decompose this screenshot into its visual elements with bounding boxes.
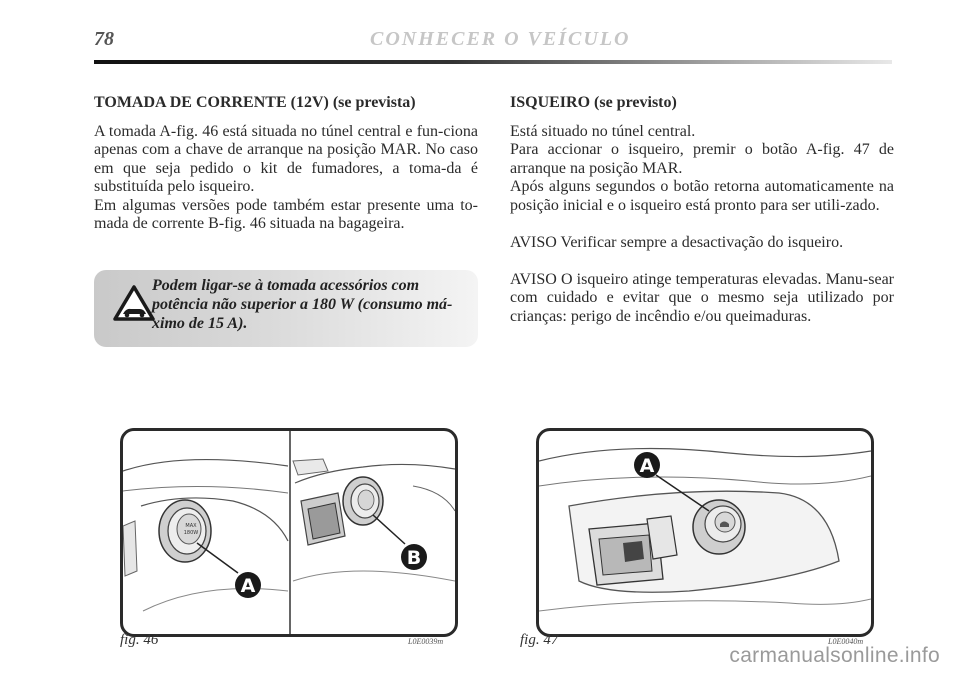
socket-watt-text: 180W <box>183 530 199 536</box>
figure-47-code: L0E0040m <box>828 637 864 646</box>
figure-47-caption: fig. 47 <box>520 632 559 648</box>
section-title: CONHECER O VEÍCULO <box>370 28 631 50</box>
label-a: A <box>639 455 655 477</box>
figure-47 <box>536 428 874 637</box>
lighter-heading: ISQUEIRO (se previsto) <box>510 94 677 111</box>
figure-46-illustration <box>123 431 455 634</box>
spacer <box>510 215 894 234</box>
lighter-paragraph: Após alguns segundos o botão retorna automaticamente na posição inicial e o isqueiro está pronto para ser utili-zado. <box>510 178 894 214</box>
footer-watermark: carmanualsonline.info <box>729 644 940 667</box>
socket-max-text: MAX <box>185 523 197 529</box>
aviso-check: AVISO Verificar sempre a desactivação do isqueiro. <box>510 233 844 251</box>
aviso-temperature: AVISO O isqueiro atinge temperaturas elevadas. Manu-sear com cuidado e evitar que o mesmo seja utilizado por crianças: perigo de incêndio e/ou queimaduras. <box>510 270 894 325</box>
figure-47-illustration <box>539 431 871 634</box>
power-socket-paragraph: Em algumas versões pode também estar presente uma to-mada de corrente B-fig. 46 situada na bagageira. <box>94 196 478 232</box>
warning-triangle-icon <box>112 284 156 322</box>
power-socket-paragraph: A tomada A-fig. 46 está situada no túnel central e fun-ciona apenas com a chave de arranque na posição MAR. No caso em que seja pedido o kit de fumadores, a toma-da é substituída pelo isqueiro. <box>94 122 478 195</box>
page-number: 78 <box>94 28 114 50</box>
lighter-paragraph: Para accionar o isqueiro, premir o botão A-fig. 47 de arranque na posição MAR. <box>510 141 894 177</box>
figure-46-code: L0E0039m <box>408 637 444 646</box>
power-socket-heading: TOMADA DE CORRENTE (12V) (se prevista) <box>94 94 416 111</box>
lighter-paragraph: Está situado no túnel central. <box>510 122 696 140</box>
label-a: A <box>240 575 256 597</box>
left-column <box>94 94 478 234</box>
figure-46-caption: fig. 46 <box>120 632 159 648</box>
warning-text: Podem ligar-se à tomada acessórios com potência não superior a 180 W (consumo má-ximo de 15 A). <box>152 277 453 332</box>
warning-box <box>94 270 478 347</box>
spacer <box>510 252 894 271</box>
figure-46 <box>120 428 458 637</box>
header-rule <box>94 60 892 64</box>
right-column <box>510 94 894 326</box>
label-b: B <box>406 547 422 569</box>
